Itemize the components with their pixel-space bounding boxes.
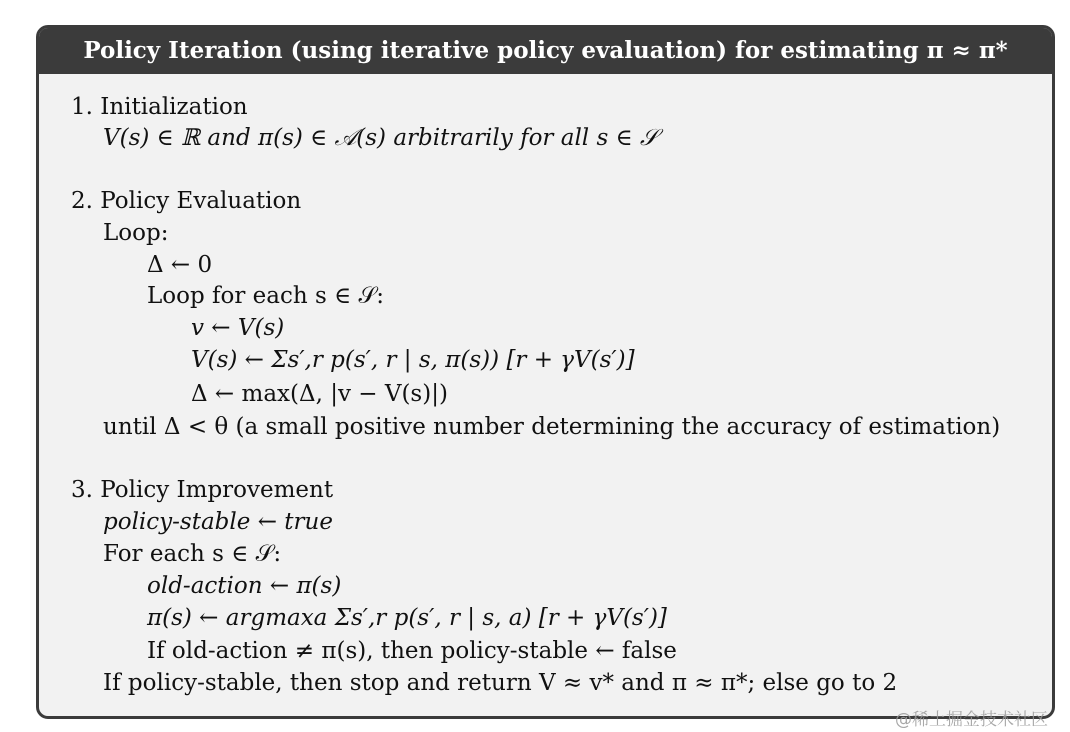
policy-evaluation-heading: 2. Policy Evaluation [71,188,302,214]
policy-improvement-heading: 3. Policy Improvement [71,477,334,503]
algorithm-title: Policy Iteration (using iterative policy evaluation) for estimating π ≈ π* [39,28,1052,74]
old-action-line: old-action ← π(s) [147,573,342,599]
v-assign-line: v ← V(s) [191,315,285,341]
until-line: until Δ < θ (a small positive number determining the accuracy of estimation) [103,414,1001,440]
loop-each-line: Loop for each s ∈ 𝒮: [147,283,384,309]
algorithm-box [36,25,1055,719]
loop-label: Loop: [103,220,169,246]
delta-init-line: Δ ← 0 [147,252,213,278]
policy-update-line: π(s) ← argmaxa Σs′,r p(s′, r | s, a) [r + γV(s′)] [147,605,667,631]
final-return-line: If policy-stable, then stop and return V ≈ v* and π ≈ π*; else go to 2 [103,670,898,696]
for-each-line: For each s ∈ 𝒮: [103,541,282,567]
delta-update-line: Δ ← max(Δ, |v − V(s)|) [191,381,448,407]
value-update-line: V(s) ← Σs′,r p(s′, r | s, π(s)) [r + γV(s′)] [191,347,635,373]
initialization-line: V(s) ∈ ℝ and π(s) ∈ 𝒜(s) arbitrarily for all s ∈ 𝒮 [103,125,658,151]
initialization-heading: 1. Initialization [71,94,248,120]
if-changed-line: If old-action ≠ π(s), then policy-stable ← false [147,638,677,664]
policy-stable-init-line: policy-stable ← true [103,509,333,535]
watermark-text: @稀土掘金技术社区 [895,710,1048,730]
